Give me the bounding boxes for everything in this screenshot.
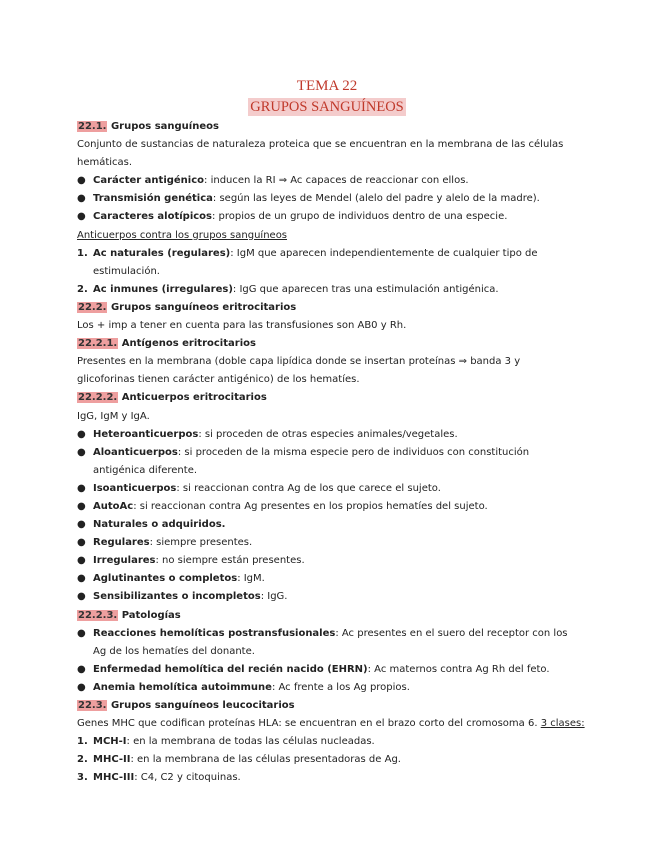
page-subtitle: GRUPOS SANGUÍNEOS	[250, 99, 404, 115]
list-item: ● Carácter antigénico: inducen la RI ⇒ Ac capaces de reaccionar con ellos.	[77, 175, 469, 187]
section-heading-22-3: 22.3. Grupos sanguíneos leucocitarios	[78, 700, 295, 711]
list-item: ● Aloanticuerpos: si proceden de la misma especie pero de individuos con constitución antigénica diferente.	[77, 446, 530, 476]
list-item: ● Caracteres alotípicos: propios de un grupo de individuos dentro de una especie.	[77, 211, 508, 223]
list-item: ● Transmisión genética: según las leyes de Mendel (alelo del padre y alelo de la madre).	[77, 193, 540, 205]
section-intro: Conjunto de sustancias de naturaleza proteica que se encuentran en la membrana de las células hemáticas.	[77, 139, 564, 169]
section-heading-22-2-3: 22.2.3. Patologías	[78, 609, 181, 621]
numbered-item: 1. Ac naturales (regulares): IgM que aparecen independientemente de cualquier tipo de estimulación.	[77, 247, 538, 277]
list-item: ● Aglutinantes o completos: IgM.	[77, 573, 265, 585]
list-item: ● Naturales o adquiridos.	[77, 519, 226, 531]
section-intro: Los + imp a tener en cuenta para las transfusiones son AB0 y Rh.	[77, 320, 407, 332]
list-item: ● Regulares: siempre presentes.	[77, 537, 253, 549]
section-heading-22-2-1: 22.2.1. Antígenos eritrocitarios	[78, 338, 256, 350]
list-item: ● AutoAc: si reaccionan contra Ag presentes en los propios hematíes del sujeto.	[77, 500, 488, 512]
section-intro: IgG, IgM y IgA.	[77, 410, 150, 422]
document-body	[77, 76, 585, 787]
subheading-antibodies: Anticuerpos contra los grupos sanguíneos	[77, 229, 288, 241]
list-item: ● Reacciones hemolíticas postransfusionales: Ac presentes en el suero del receptor con los Ag de los hematíes del donante.	[77, 627, 568, 657]
page-title: TEMA 22	[296, 78, 358, 94]
list-item: ● Anemia hemolítica autoimmune: Ac frente a los Ag propios.	[77, 681, 410, 693]
section-intro: Genes MHC que codifican proteínas HLA: se encuentran en el brazo corto del cromosoma 6. 3 clases:	[77, 718, 585, 730]
numbered-item: 3. MHC-III: C4, C2 y citoquinas.	[77, 772, 241, 784]
section-heading-22-2: 22.2. Grupos sanguíneos eritrocitarios	[78, 301, 297, 313]
section-heading-22-2-2: 22.2.2. Anticuerpos eritrocitarios	[78, 392, 267, 404]
list-item: ● Irregulares: no siempre están presentes.	[77, 555, 305, 567]
list-item: ● Enfermedad hemolítica del recién nacido (EHRN): Ac maternos contra Ag Rh del feto.	[77, 663, 550, 675]
numbered-item: 2. MHC-II: en la membrana de las células presentadoras de Ag.	[77, 754, 401, 766]
list-item: ● Isoanticuerpos: si reaccionan contra Ag de los que carece el sujeto.	[77, 482, 441, 494]
list-item: ● Sensibilizantes o incompletos: IgG.	[77, 591, 288, 603]
section-heading-22-1: 22.1. Grupos sanguíneos	[78, 121, 219, 132]
list-item: ● Heteroanticuerpos: si proceden de otras especies animales/vegetales.	[77, 428, 458, 440]
numbered-item: 1. MCH-I: en la membrana de todas las células nucleadas.	[77, 736, 375, 748]
numbered-item: 2. Ac inmunes (irregulares): IgG que aparecen tras una estimulación antigénica.	[77, 283, 499, 295]
classes-label: 3 clases:	[540, 718, 585, 730]
section-text: Presentes en la membrana (doble capa lipídica donde se insertan proteínas ⇒ banda 3 y glicoforinas tienen carácter antigénico) de los hematíes.	[77, 356, 521, 386]
